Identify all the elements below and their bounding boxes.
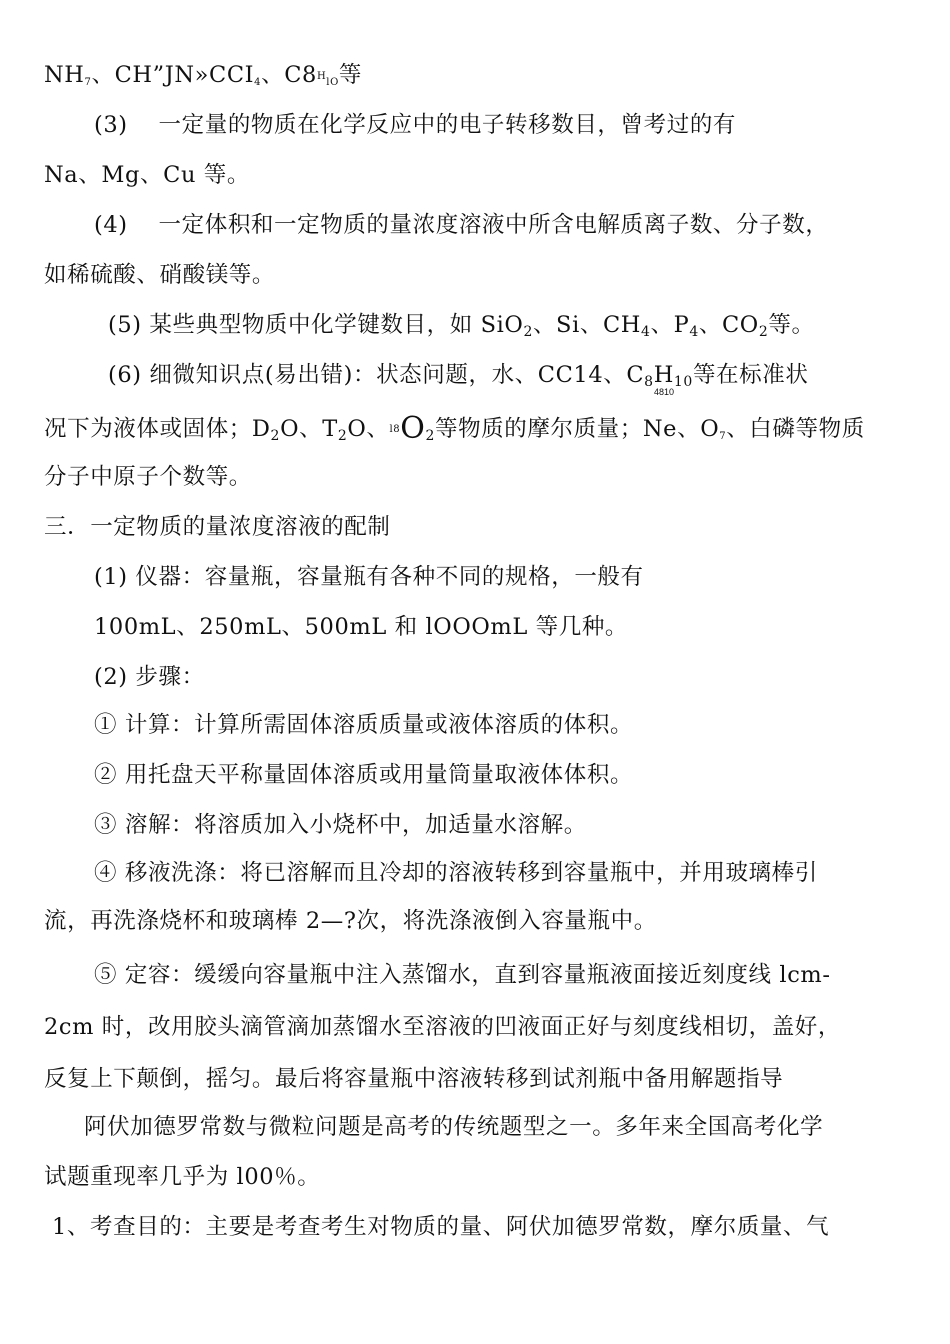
step-instruments: (1) 仪器：容量瓶，容量瓶有各种不同的规格，一般有 [94, 564, 644, 590]
guidance-paragraph: 阿伏加德罗常数与微粒问题是高考的传统题型之一。多年来全国高考化学 [84, 1114, 824, 1140]
step-2: ② 用托盘天平称量固体溶质或用量筒量取液体体积。 [94, 762, 634, 788]
paragraph-line: Na、Mg、Cu 等。 [44, 162, 251, 188]
paragraph-line: 流，再洗涤烧杯和玻璃棒 2—?次，将洗涤液倒入容量瓶中。 [44, 908, 657, 934]
paragraph-line: 分子中原子个数等。 [44, 464, 252, 490]
formula-line: NH7、CH”JN»CCI4、C8HlO等 [44, 62, 362, 88]
item-4: (4) 一定体积和一定物质的量浓度溶液中所含电解质离子数、分子数， [94, 212, 829, 238]
paragraph-line: 反复上下颠倒，摇匀。最后将容量瓶中溶液转移到试剂瓶中备用解题指导 [44, 1066, 784, 1092]
step-3: ③ 溶解：将溶质加入小烧杯中，加适量水溶解。 [94, 812, 587, 838]
paragraph-line: 100mL、250mL、500mL 和 lOOOmL 等几种。 [94, 614, 629, 640]
subscript-note: 4810 [654, 387, 675, 397]
step-1: ① 计算：计算所需固体溶质质量或液体溶质的体积。 [94, 712, 634, 738]
paragraph-line: 况下为液体或固体；$D_2O$、$T_2O$、$l8O_2$等物质的摩尔质量；Ne、O7、白磷等物质 [44, 411, 865, 446]
step-5: ⑤ 定容：缓缓向容量瓶中注入蒸馏水，直到容量瓶液面接近刻度线 lcm- [94, 962, 831, 988]
numbered-point-1: 1、考查目的：主要是考查考生对物质的量、阿伏加德罗常数，摩尔质量、气 [52, 1214, 830, 1240]
section-heading: 三．一定物质的量浓度溶液的配制 [44, 514, 391, 540]
item-3: (3) 一定量的物质在化学反应中的电子转移数目，曾考过的有 [94, 112, 737, 138]
item-5: (5) 某些典型物质中化学键数目，如 SiO$_2$、Si、$CH_4$、$P_4$、$CO_2$等。 [108, 312, 815, 340]
paragraph-line: 如稀硫酸、硝酸镁等。 [44, 262, 276, 288]
paragraph-line: 2cm 时，改用胶头滴管滴加蒸馏水至溶液的凹液面正好与刻度线相切，盖好， [44, 1014, 842, 1040]
step-4: ④ 移液洗涤：将已溶解而且冷却的溶液转移到容量瓶中，并用玻璃棒引 [94, 860, 818, 886]
paragraph-line: 试题重现率几乎为 l00％。 [44, 1164, 321, 1190]
step-heading: (2) 步骤： [94, 664, 205, 690]
item-6: (6) 细微知识点(易出错)：状态问题，水、CC14、$C_8H_{10}$等在标准状 [108, 362, 809, 390]
